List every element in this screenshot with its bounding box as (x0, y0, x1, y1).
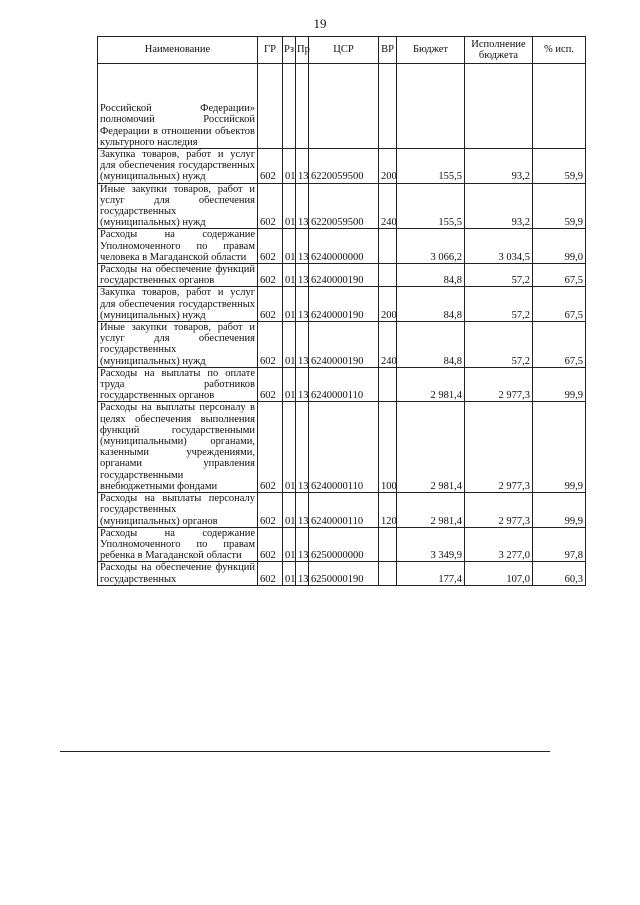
cell-execution: 57,2 (465, 287, 533, 322)
cell-percent: 99,9 (533, 493, 586, 528)
cell-vr: 200 (379, 287, 397, 322)
cell-percent: 99,9 (533, 402, 586, 493)
cell-vr: 120 (379, 493, 397, 528)
cell-name: Расходы на обеспечение функций государственных органов (98, 264, 258, 287)
cell-execution: 107,0 (465, 562, 533, 585)
cell-pr (296, 64, 309, 149)
cell-execution (465, 64, 533, 149)
cell-csr (309, 64, 379, 149)
cell-pr: 13 (296, 527, 309, 562)
cell-execution: 2 977,3 (465, 367, 533, 402)
cell-gr: 602 (258, 183, 283, 229)
cell-pr: 13 (296, 402, 309, 493)
cell-percent: 67,5 (533, 287, 586, 322)
table-row (98, 287, 586, 322)
cell-gr (258, 64, 283, 149)
cell-percent: 59,9 (533, 183, 586, 229)
cell-gr: 602 (258, 367, 283, 402)
cell-rz: 01 (283, 322, 296, 368)
table-row (98, 493, 586, 528)
cell-rz: 01 (283, 527, 296, 562)
cell-gr: 602 (258, 527, 283, 562)
cell-csr: 6250000000 (309, 527, 379, 562)
cell-budget: 155,5 (397, 149, 465, 184)
cell-name: Российской Федерации» полномочий Российской Федерации в отношении объектов культурного наследия (98, 64, 258, 149)
cell-pr: 13 (296, 367, 309, 402)
cell-percent: 99,9 (533, 367, 586, 402)
table-row (98, 367, 586, 402)
cell-percent: 67,5 (533, 264, 586, 287)
cell-csr: 6240000000 (309, 229, 379, 264)
cell-vr (379, 367, 397, 402)
cell-rz: 01 (283, 229, 296, 264)
cell-execution: 57,2 (465, 264, 533, 287)
table-row (98, 402, 586, 493)
cell-rz: 01 (283, 367, 296, 402)
column-header-gr: ГР (258, 37, 283, 64)
cell-gr: 602 (258, 287, 283, 322)
cell-vr: 240 (379, 183, 397, 229)
cell-name: Расходы на содержание Уполномоченного по правам ребенка в Магаданской области (98, 527, 258, 562)
cell-csr: 6240000190 (309, 322, 379, 368)
table-row (98, 264, 586, 287)
cell-gr: 602 (258, 149, 283, 184)
header-row (98, 37, 586, 64)
cell-vr: 100 (379, 402, 397, 493)
cell-budget: 84,8 (397, 287, 465, 322)
cell-gr: 602 (258, 493, 283, 528)
cell-budget: 2 981,4 (397, 402, 465, 493)
table-row (98, 527, 586, 562)
cell-csr: 6240000110 (309, 493, 379, 528)
cell-vr: 240 (379, 322, 397, 368)
cell-name: Закупка товаров, работ и услуг для обеспечения государственных (муниципальных) нужд (98, 287, 258, 322)
cell-csr: 6240000110 (309, 402, 379, 493)
cell-name: Расходы на обеспечение функций государственных (98, 562, 258, 585)
cell-gr: 602 (258, 322, 283, 368)
cell-budget: 3 066,2 (397, 229, 465, 264)
cell-pr: 13 (296, 493, 309, 528)
cell-rz (283, 64, 296, 149)
cell-execution: 93,2 (465, 183, 533, 229)
table-body (98, 64, 586, 586)
cell-percent: 97,8 (533, 527, 586, 562)
cell-csr: 6250000190 (309, 562, 379, 585)
cell-gr: 602 (258, 229, 283, 264)
cell-execution: 2 977,3 (465, 402, 533, 493)
cell-percent: 60,3 (533, 562, 586, 585)
cell-gr: 602 (258, 562, 283, 585)
cell-percent: 99,0 (533, 229, 586, 264)
column-header-pr: Пр (296, 37, 309, 64)
cell-pr: 13 (296, 183, 309, 229)
cell-budget: 177,4 (397, 562, 465, 585)
cell-csr: 6220059500 (309, 149, 379, 184)
cell-rz: 01 (283, 149, 296, 184)
cell-percent: 67,5 (533, 322, 586, 368)
table-row (98, 149, 586, 184)
cell-vr (379, 264, 397, 287)
cell-execution: 3 277,0 (465, 527, 533, 562)
cell-execution: 3 034,5 (465, 229, 533, 264)
cell-execution: 93,2 (465, 149, 533, 184)
cell-name: Расходы на выплаты персоналу государственных (муниципальных) органов (98, 493, 258, 528)
cell-name: Расходы на выплаты по оплате труда работников государственных органов (98, 367, 258, 402)
cell-gr: 602 (258, 264, 283, 287)
cell-csr: 6240000190 (309, 264, 379, 287)
column-header-budget: Бюджет (397, 37, 465, 64)
cell-vr (379, 64, 397, 149)
cell-csr: 6240000110 (309, 367, 379, 402)
cell-pr: 13 (296, 322, 309, 368)
cell-vr (379, 229, 397, 264)
cell-gr: 602 (258, 402, 283, 493)
cell-rz: 01 (283, 287, 296, 322)
cell-name: Иные закупки товаров, работ и услуг для обеспечения государственных (муниципальных) нужд (98, 183, 258, 229)
cell-pr: 13 (296, 229, 309, 264)
cell-budget: 2 981,4 (397, 367, 465, 402)
table-row-continued (98, 64, 586, 149)
cell-name: Закупка товаров, работ и услуг для обеспечения государственных (муниципальных) нужд (98, 149, 258, 184)
page-number: 19 (313, 16, 327, 31)
column-header-vr: ВР (379, 37, 397, 64)
cell-execution: 2 977,3 (465, 493, 533, 528)
cell-rz: 01 (283, 183, 296, 229)
cell-budget: 155,5 (397, 183, 465, 229)
cell-rz: 01 (283, 402, 296, 493)
cell-percent: 59,9 (533, 149, 586, 184)
cell-vr: 200 (379, 149, 397, 184)
cell-rz: 01 (283, 493, 296, 528)
column-header-rz: Рз (283, 37, 296, 64)
cell-pr: 13 (296, 264, 309, 287)
bottom-divider-line (60, 751, 550, 752)
cell-pr: 13 (296, 287, 309, 322)
table-row (98, 229, 586, 264)
column-header-execution: Исполнение бюджета (465, 37, 533, 64)
table-header (98, 37, 586, 64)
cell-csr: 6220059500 (309, 183, 379, 229)
cell-csr: 6240000190 (309, 287, 379, 322)
column-header-name: Наименование (98, 37, 258, 64)
cell-percent (533, 64, 586, 149)
table-row (98, 183, 586, 229)
cell-execution: 57,2 (465, 322, 533, 368)
cell-pr: 13 (296, 562, 309, 585)
column-header-percent: % исп. (533, 37, 586, 64)
cell-budget: 2 981,4 (397, 493, 465, 528)
budget-execution-table (97, 36, 586, 586)
cell-rz: 01 (283, 562, 296, 585)
cell-rz: 01 (283, 264, 296, 287)
table-row (98, 562, 586, 585)
cell-pr: 13 (296, 149, 309, 184)
cell-budget: 84,8 (397, 322, 465, 368)
cell-budget: 3 349,9 (397, 527, 465, 562)
cell-name: Расходы на выплаты персоналу в целях обеспечения выполнения функций государственными (муниципальными) органами, казенными учреждениями, органами управления государственными внебюджетными фондами (98, 402, 258, 493)
cell-budget (397, 64, 465, 149)
cell-name: Расходы на содержание Уполномоченного по правам человека в Магаданской области (98, 229, 258, 264)
cell-vr (379, 562, 397, 585)
cell-budget: 84,8 (397, 264, 465, 287)
column-header-csr: ЦСР (309, 37, 379, 64)
cell-name: Иные закупки товаров, работ и услуг для обеспечения государственных (муниципальных) нужд (98, 322, 258, 368)
cell-vr (379, 527, 397, 562)
table-row (98, 322, 586, 368)
